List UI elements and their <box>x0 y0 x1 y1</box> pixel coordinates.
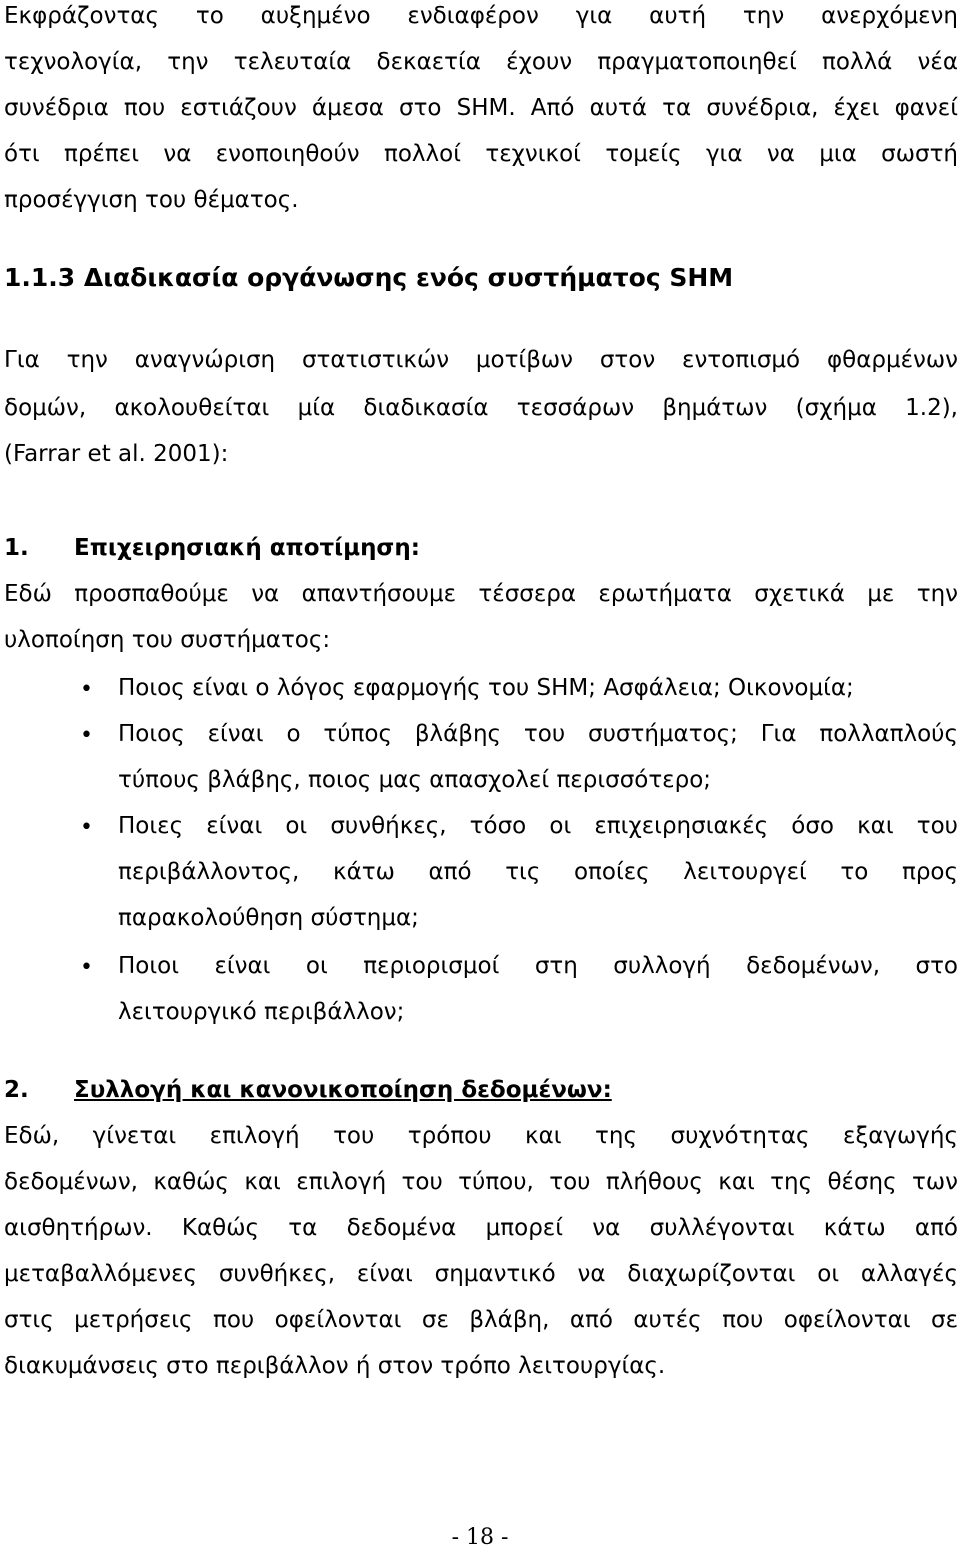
step2-title: Συλλογή και κανονικοποίηση δεδομένων: <box>74 1077 612 1103</box>
bullet-line: περιβάλλοντος, κάτω από τις οποίες λειτουργεί το προς <box>118 859 958 885</box>
bullet-icon <box>80 822 92 834</box>
section-number: 1.1.3 <box>4 263 76 292</box>
step2-line: διακυμάνσεις στο περιβάλλον ή στον τρόπο λειτουργίας. <box>4 1353 666 1379</box>
step1-title: Επιχειρησιακή αποτίμηση: <box>74 535 420 561</box>
bullet-line: τύπους βλάβης, ποιος μας απασχολεί περισσότερο; <box>118 767 712 793</box>
step2-line: αισθητήρων. Καθώς τα δεδομένα μπορεί να συλλέγονται κάτω από <box>4 1215 958 1241</box>
bullet-line: παρακολούθηση σύστημα; <box>118 905 419 931</box>
bullet-line: Ποιες είναι οι συνθήκες, τόσο οι επιχειρησιακές όσο και του <box>118 813 958 839</box>
step1-line: υλοποίηση του συστήματος: <box>4 627 331 653</box>
intro-line: ότι πρέπει να ενοποιηθούν πολλοί τεχνικοί τομείς για να μια σωστή <box>4 141 958 167</box>
bullet-line: λειτουργικό περιβάλλον; <box>118 999 405 1025</box>
bullet-line: Ποιος είναι ο λόγος εφαρμογής του SHM; Ασφάλεια; Οικονομία; <box>118 675 854 701</box>
intro-line: συνέδρια που εστιάζουν άμεσα στο SHM. Από αυτά τα συνέδρια, έχει φανεί <box>4 95 958 121</box>
step2-line: Εδώ, γίνεται επιλογή του τρόπου και της συχνότητας εξαγωγής <box>4 1123 958 1149</box>
para1-line: Για την αναγνώριση στατιστικών μοτίβων στον εντοπισμό φθαρμένων <box>4 347 958 373</box>
para1-line: (Farrar et al. 2001): <box>4 441 229 467</box>
step1-line: Εδώ προσπαθούμε να απαντήσουμε τέσσερα ερωτήματα σχετικά με την <box>4 581 958 607</box>
step2-heading <box>4 1076 958 1104</box>
intro-line: τεχνολογία, την τελευταία δεκαετία έχουν πραγματοποιηθεί πολλά νέα <box>4 49 958 75</box>
section-heading <box>4 264 958 292</box>
bullet-icon <box>80 962 92 974</box>
step2-line: στις μετρήσεις που οφείλονται σε βλάβη, από αυτές που οφείλονται σε <box>4 1307 958 1333</box>
bullet-line: Ποιοι είναι οι περιορισμοί στη συλλογή δεδομένων, στο <box>118 953 958 979</box>
step2-line: μεταβαλλόμενες συνθήκες, είναι σημαντικό να διαχωρίζονται οι αλλαγές <box>4 1261 958 1287</box>
step2-line: δεδομένων, καθώς και επιλογή του τύπου, του πλήθους και της θέσης των <box>4 1169 958 1195</box>
step1-number: 1. <box>4 535 29 561</box>
bullet-line: Ποιος είναι ο τύπος βλάβης του συστήματος; Για πολλαπλούς <box>118 721 958 747</box>
intro-line: προσέγγιση του θέματος. <box>4 187 299 213</box>
intro-line: Εκφράζοντας το αυξημένο ενδιαφέρον για αυτή την ανερχόμενη <box>4 3 958 29</box>
para1-line: δομών, ακολουθείται μία διαδικασία τεσσάρων βημάτων (σχήμα 1.2), <box>4 395 958 421</box>
page-number: - 18 - <box>451 1525 509 1550</box>
bullet-icon <box>80 730 92 742</box>
step2-number: 2. <box>4 1077 29 1103</box>
section-title: Διαδικασία οργάνωσης ενός συστήματος SHM <box>83 263 734 292</box>
step1-heading <box>4 534 958 562</box>
bullet-icon <box>80 684 92 696</box>
